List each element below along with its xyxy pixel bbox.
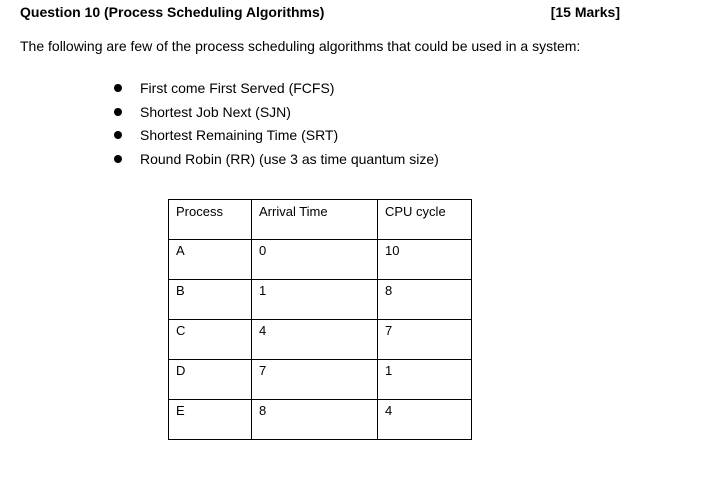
cell-process: E bbox=[169, 400, 252, 440]
cell-arrival-time: 8 bbox=[252, 400, 378, 440]
table-row bbox=[169, 240, 472, 280]
cell-process: D bbox=[169, 360, 252, 400]
bullet-icon bbox=[114, 131, 122, 139]
cell-arrival-time: 7 bbox=[252, 360, 378, 400]
cell-process: A bbox=[169, 240, 252, 280]
cell-cpu-cycle: 4 bbox=[378, 400, 472, 440]
cell-arrival-time: 1 bbox=[252, 280, 378, 320]
algorithm-label: Shortest Remaining Time (SRT) bbox=[140, 127, 339, 143]
intro-text: The following are few of the process scheduling algorithms that could be used in a system: bbox=[20, 38, 581, 54]
question-heading bbox=[20, 4, 620, 24]
cell-arrival-time: 4 bbox=[252, 320, 378, 360]
cell-cpu-cycle: 8 bbox=[378, 280, 472, 320]
table-row bbox=[169, 320, 472, 360]
header-cpu-cycle: CPU cycle bbox=[378, 200, 472, 240]
cell-cpu-cycle: 10 bbox=[378, 240, 472, 280]
bullet-icon bbox=[114, 108, 122, 116]
list-item bbox=[112, 149, 439, 173]
cell-cpu-cycle: 1 bbox=[378, 360, 472, 400]
table-row bbox=[169, 360, 472, 400]
list-item bbox=[112, 102, 439, 126]
table-row bbox=[169, 400, 472, 440]
list-item bbox=[112, 78, 439, 102]
header-arrival-time: Arrival Time bbox=[252, 200, 378, 240]
header-process: Process bbox=[169, 200, 252, 240]
bullet-icon bbox=[114, 84, 122, 92]
list-item bbox=[112, 125, 439, 149]
table-row bbox=[169, 280, 472, 320]
cell-process: B bbox=[169, 280, 252, 320]
cell-arrival-time: 0 bbox=[252, 240, 378, 280]
question-marks: [15 Marks] bbox=[550, 4, 620, 20]
process-table bbox=[168, 199, 472, 440]
bullet-icon bbox=[114, 155, 122, 163]
algorithm-label: Round Robin (RR) (use 3 as time quantum size) bbox=[140, 150, 439, 167]
algorithm-label: Shortest Job Next (SJN) bbox=[140, 103, 291, 120]
algorithm-label: First come First Served (FCFS) bbox=[140, 80, 335, 96]
question-title: Question 10 (Process Scheduling Algorithms) bbox=[20, 4, 325, 20]
table-header-row bbox=[169, 200, 472, 240]
cell-process: C bbox=[169, 320, 252, 360]
algorithm-list bbox=[112, 78, 439, 172]
cell-cpu-cycle: 7 bbox=[378, 320, 472, 360]
